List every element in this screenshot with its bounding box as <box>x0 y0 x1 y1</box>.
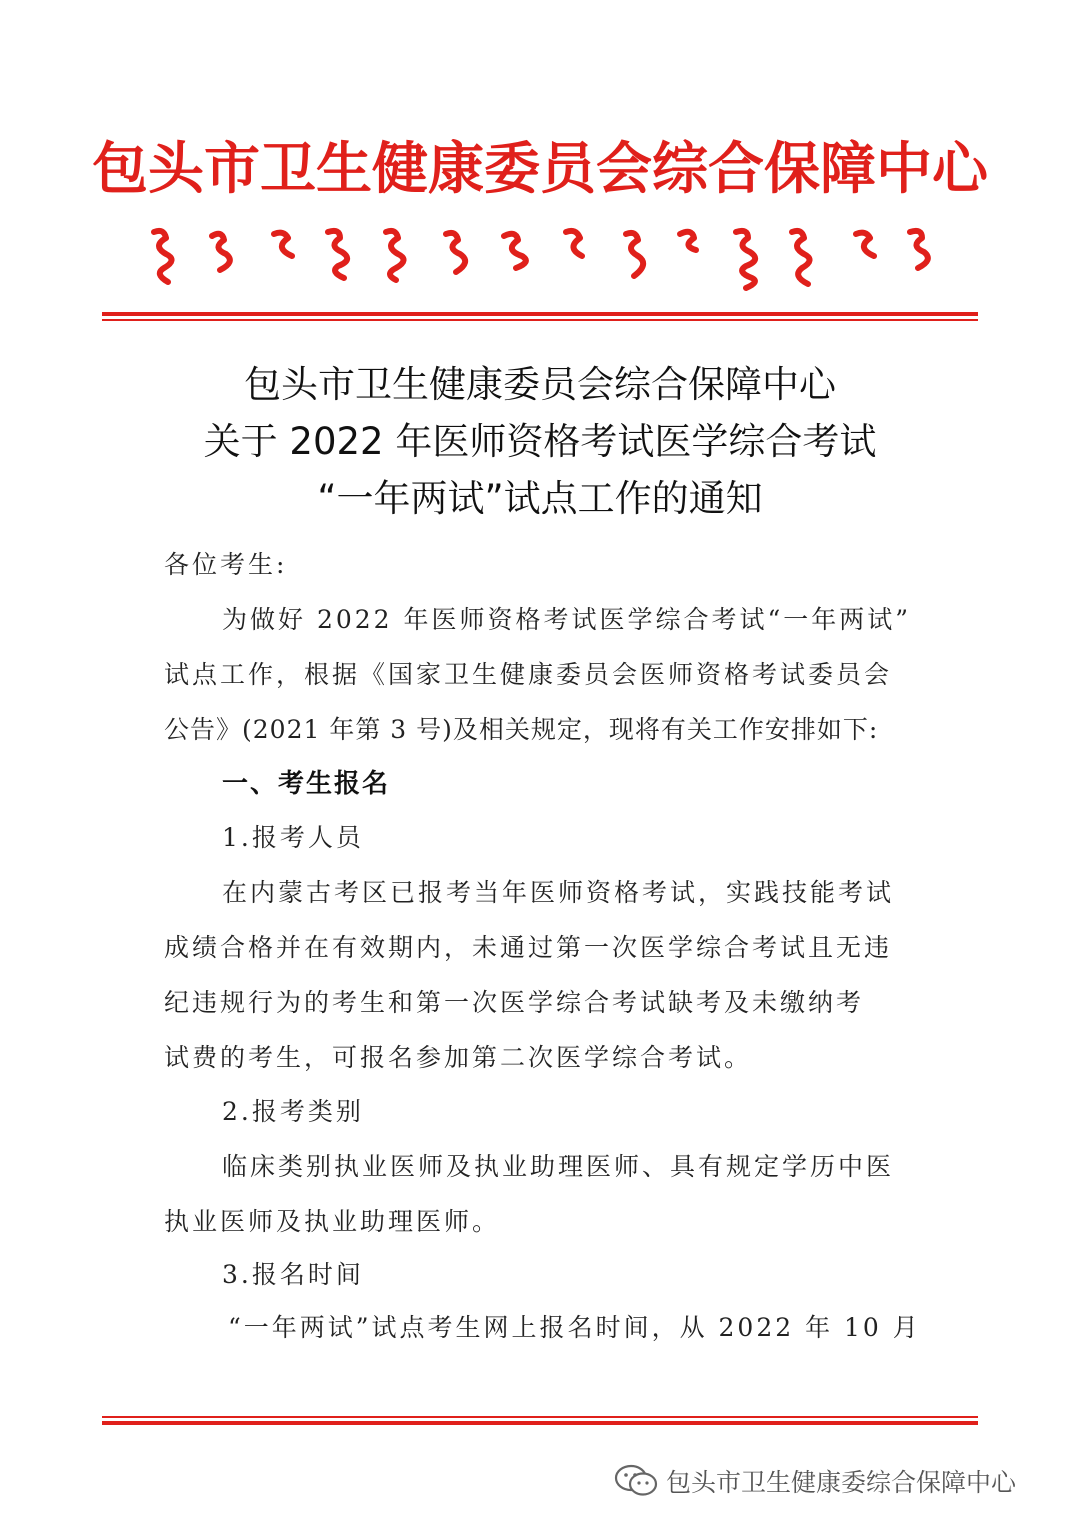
subsection-3-heading: 3.报名时间 <box>222 1260 364 1289</box>
watermark-text: 包头市卫生健康委综合保障中心 <box>666 1468 1017 1497</box>
document-body <box>164 0 924 1440</box>
sub3-line-1: “一年两试”试点考生网上报名时间，从 2022 年 10 月 <box>228 1313 921 1342</box>
subsection-2-heading: 2.报考类别 <box>222 1097 364 1126</box>
sub1-line-4: 试费的考生，可报名参加第二次医学综合考试。 <box>164 1043 753 1072</box>
intro-line-2: 试点工作，根据《国家卫生健康委员会医师资格考试委员会 <box>164 660 893 689</box>
intro-line-3: 公告》(2021 年第 3 号)及相关规定，现将有关工作安排如下: <box>164 715 879 744</box>
intro-line-1: 为做好 2022 年医师资格考试医学综合考试“一年两试” <box>222 605 912 634</box>
sub1-line-2: 成绩合格并在有效期内，未通过第一次医学综合考试且无违 <box>164 933 893 962</box>
sub2-line-2: 执业医师及执业助理医师。 <box>164 1207 501 1236</box>
wechat-watermark <box>614 1458 1064 1504</box>
title-line-2: 关于 2022 年医师资格考试医学综合考试 <box>203 420 877 463</box>
title-line-3: “一年两试”试点工作的通知 <box>317 477 763 520</box>
sub1-line-1: 在内蒙古考区已报考当年医师资格考试，实践技能考试 <box>222 878 895 907</box>
subsection-1-heading: 1.报考人员 <box>222 823 364 852</box>
sub1-line-3: 纪违规行为的考生和第一次医学综合考试缺考及未缴纳考 <box>164 988 865 1017</box>
footer-divider <box>102 1416 978 1428</box>
letterhead-org-name: 包头市卫生健康委员会综合保障中心 <box>92 137 988 202</box>
section-1-heading: 一、考生报名 <box>222 769 391 799</box>
title-line-1: 包头市卫生健康委员会综合保障中心 <box>244 363 836 406</box>
salutation: 各位考生: <box>164 550 288 579</box>
wechat-icon <box>614 1464 660 1498</box>
sub2-line-1: 临床类别执业医师及执业助理医师、具有规定学历中医 <box>222 1152 895 1181</box>
